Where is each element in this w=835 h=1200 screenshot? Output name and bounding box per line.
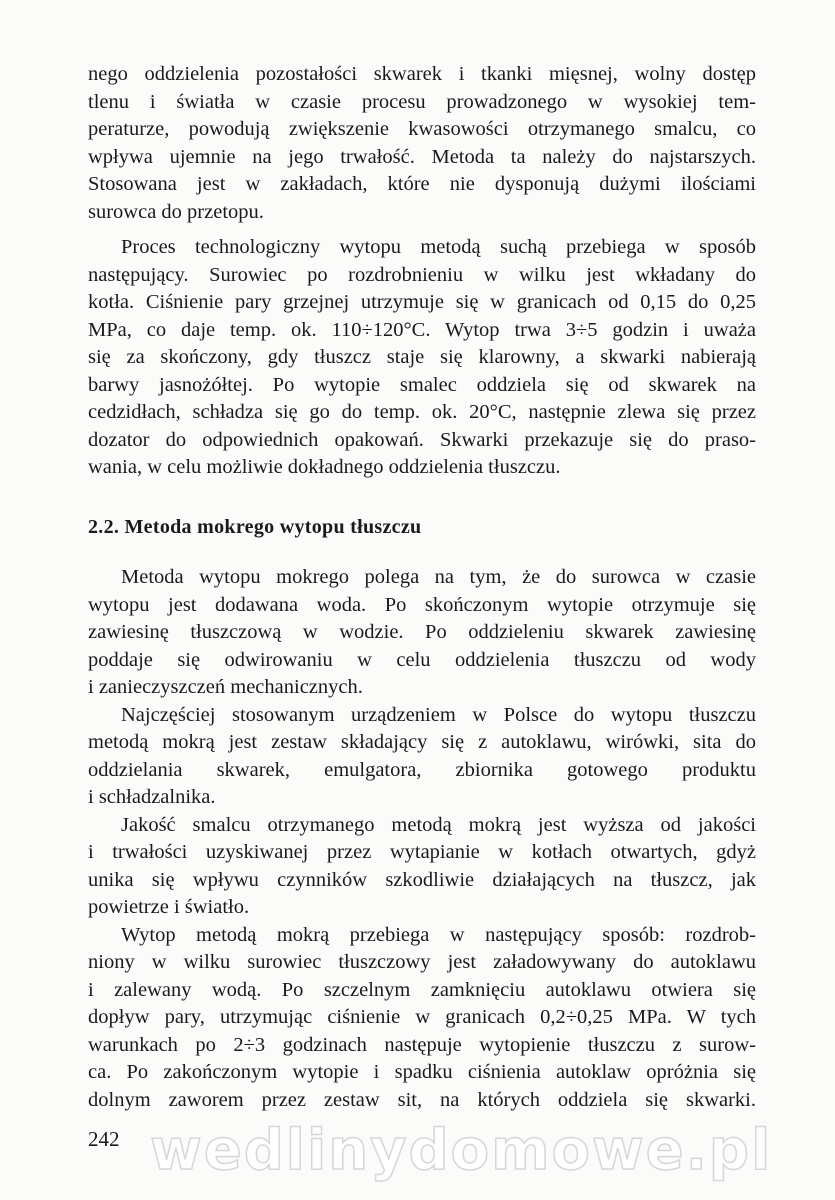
text-line: wania, w celu możliwie dokładnego oddzielenia tłuszczu.	[88, 456, 561, 478]
text-line: dozator do odpowiednich opakowań. Skwarki przekazuje się do praso-	[88, 428, 756, 451]
text-line: zawiesinę tłuszczową w wodzie. Po oddzieleniu skwarek zawiesinę	[88, 621, 756, 643]
text-line: cedzidłach, schładza się go do temp. ok. 20°C, następnie zlewa się przez	[88, 401, 756, 423]
text-line: dolnym zaworem przez zestaw sit, na których oddziela się skwarki.	[88, 1088, 756, 1111]
text-line: kotła. Ciśnienie pary grzejnej utrzymuje się w granicach od 0,15 do 0,25	[88, 291, 756, 313]
text-line: MPa, co daje temp. ok. 110÷120°C. Wytop trwa 3÷5 godzin i uważa	[88, 318, 756, 341]
section-heading: 2.2. Metoda mokrego wytopu tłuszczu	[88, 516, 422, 538]
text-line: warunkach po 2÷3 godzinach następuje wytopienie tłuszczu z surow-	[88, 1033, 756, 1056]
text-line: i schładzalnika.	[88, 786, 216, 808]
text-line: i zanieczyszczeń mechanicznych.	[88, 676, 363, 698]
page-number: 242	[88, 1127, 120, 1151]
text-line: Metoda wytopu mokrego polega na tym, że do surowca w czasie	[121, 566, 756, 588]
text-line: i trwałości uzyskiwanej przez wytapianie w kotłach otwartych, gdyż	[88, 841, 756, 863]
text-line: surowca do przetopu.	[88, 200, 264, 223]
text-line: oddzielania skwarek, emulgatora, zbiornika gotowego produktu	[88, 758, 756, 781]
text-line: tlenu i światła w czasie procesu prowadzonego w wysokiej tem-	[88, 90, 756, 113]
text-line: Proces technologiczny wytopu metodą suchą przebiega w sposób	[121, 236, 756, 258]
paragraph	[88, 812, 756, 922]
text-line: barwy jasnożółtej. Po wytopie smalec oddziela się od skwarek na	[88, 373, 756, 396]
text-line: i zalewany wodą. Po szczelnym zamknięciu autoklawu otwiera się	[88, 978, 756, 1001]
text-line: wpływa ujemnie na jego trwałość. Metoda ta należy do najstarszych.	[88, 145, 756, 168]
text-line: niony w wilku surowiec tłuszczowy jest załadowywany do autoklawu	[88, 951, 756, 973]
text-line: unika się wpływu czynników szkodliwie działających na tłuszcz, jak	[88, 868, 756, 891]
text-line: poddaje się odwirowaniu w celu oddzielenia tłuszczu od wody	[88, 648, 756, 671]
section-body	[88, 564, 756, 1114]
paragraph	[88, 702, 756, 812]
text-line: ca. Po zakończonym wytopie i spadku ciśnienia autoklaw opróżnia się	[88, 1061, 756, 1083]
text-line: Najczęściej stosowanym urządzeniem w Polsce do wytopu tłuszczu	[121, 703, 756, 726]
text-line: metodą mokrą jest zestaw składający się z autoklawu, wirówki, sita do	[88, 731, 756, 753]
text-line: peraturze, powodują zwiększenie kwasowości otrzymanego smalcu, co	[88, 118, 756, 140]
text-line: się za skończony, gdy tłuszcz staje się klarowny, a skwarki nabierają	[88, 346, 756, 368]
text-line: Stosowana jest w zakładach, które nie dysponują dużymi ilościami	[88, 173, 756, 195]
watermark: wedlinydomowe.pl	[150, 1118, 773, 1183]
text-line: następujący. Surowiec po rozdrobnieniu w wilku jest wkładany do	[88, 263, 756, 286]
paragraph	[88, 564, 756, 702]
text-line: dopływ pary, utrzymując ciśnienie w granicach 0,2÷0,25 MPa. W tych	[88, 1006, 756, 1028]
paragraph-continued	[88, 61, 756, 226]
text-line: Jakość smalcu otrzymanego metodą mokrą jest wyższa od jakości	[121, 813, 756, 836]
text-line: powietrze i światło.	[88, 896, 250, 918]
text-line: Wytop metodą mokrą przebiega w następujący sposób: rozdrob-	[121, 923, 756, 946]
text-line: nego oddzielenia pozostałości skwarek i tkanki mięsnej, wolny dostęp	[88, 63, 756, 85]
paragraph-dry-method-process	[88, 234, 756, 482]
paragraph	[88, 922, 756, 1115]
text-line: wytopu jest dodawana woda. Po skończonym wytopie otrzymuje się	[88, 593, 756, 616]
